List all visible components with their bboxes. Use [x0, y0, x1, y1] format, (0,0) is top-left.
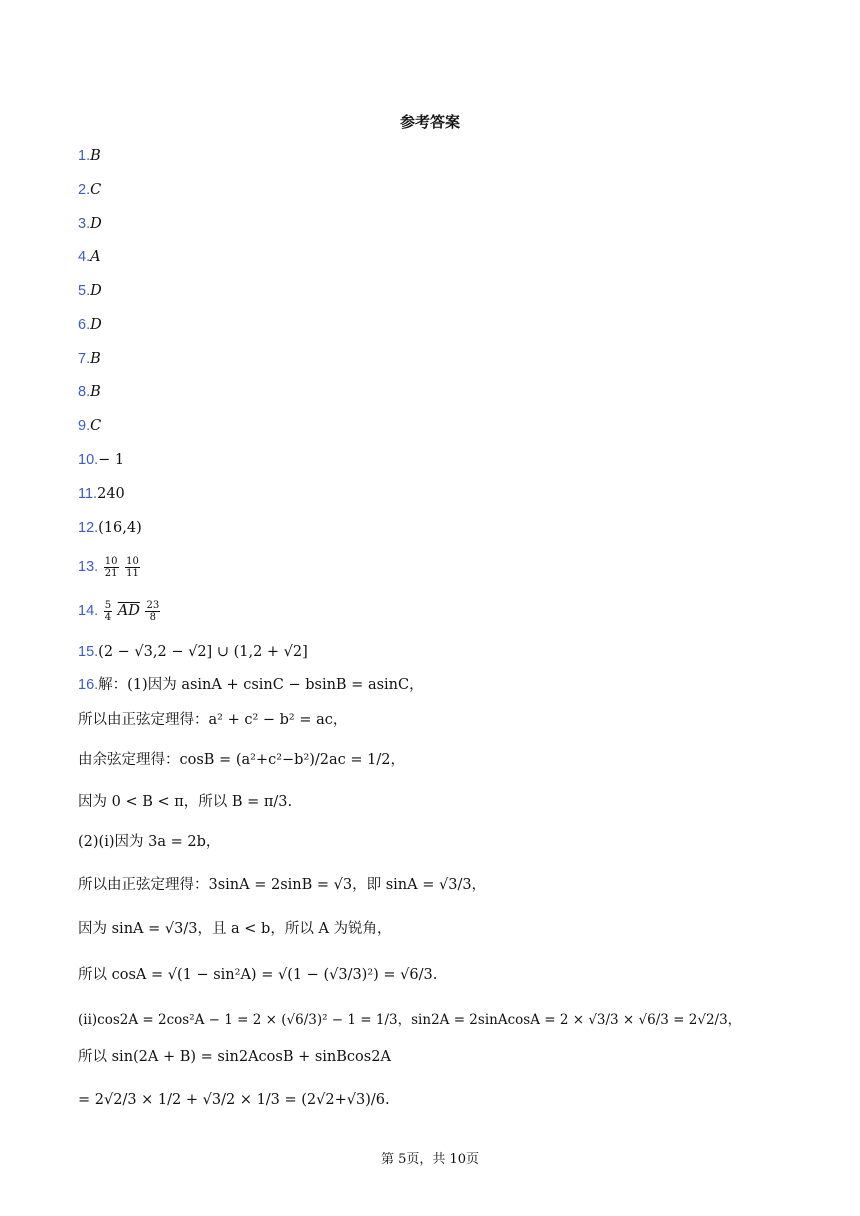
- answer-line: [78, 380, 101, 404]
- answer-line: [78, 516, 142, 540]
- answer-text: 240: [97, 486, 125, 502]
- answer-number: 1.: [78, 148, 91, 164]
- answer-number: 13.: [78, 559, 99, 575]
- answer-text: C: [90, 182, 102, 198]
- solution-line: 所以由正弦定理得：a² + c² − b² = ac，: [78, 712, 348, 728]
- answer-line: [78, 482, 125, 506]
- answer-number: 2.: [78, 182, 91, 198]
- solution-line: = 2√2/3 × 1/2 + √3/2 × 1/3 = (2√2+√3)/6.: [78, 1092, 390, 1108]
- answer-number: 8.: [78, 384, 91, 400]
- solution-line: 所以 cosA = √(1 − sin²A) = √(1 − (√3/3)²) = √6/3.: [78, 967, 438, 983]
- solution-line: 由余弦定理得：cosB = (a²+c²−b²)/2ac = 1/2，: [78, 752, 405, 768]
- answer-line: [78, 178, 101, 202]
- answer-line: [78, 144, 101, 168]
- page-footer: 第 5页，共 10页: [380, 1152, 480, 1167]
- answer-line: [78, 673, 424, 697]
- fraction: $\frac{5}{4}$: [104, 599, 112, 623]
- answer-number: 15.: [78, 644, 99, 660]
- solution-line: 所以 sin(2A + B) = sin2AcosB + sinBcos2A: [78, 1049, 391, 1065]
- answer-number: 3.: [78, 216, 91, 232]
- answer-line: [78, 640, 308, 664]
- answer-line: [78, 313, 102, 337]
- answer-text: D: [90, 317, 102, 333]
- answer-text: B: [90, 148, 101, 164]
- answer-number: 10.: [78, 452, 99, 468]
- answer-number: 12.: [78, 520, 99, 536]
- fraction: $\frac{10}{11}$: [126, 555, 139, 579]
- answer-text: 解：(1)因为 asinA + csinC − bsinB = asinC，: [98, 677, 424, 693]
- answer-number: 4.: [78, 249, 91, 265]
- answer-number: 6.: [78, 317, 91, 333]
- answer-line: [78, 212, 102, 236]
- answer-text: A: [90, 249, 101, 265]
- answer-number: 14.: [78, 603, 99, 619]
- answer-number: 11.: [78, 486, 98, 502]
- solution-line: 因为 0 < B < π，所以 B = π/3.: [78, 794, 293, 810]
- answer-text: D: [90, 216, 102, 232]
- answer-number: 7.: [78, 351, 91, 367]
- answer-number: 9.: [78, 418, 91, 434]
- answer-number: 16.: [78, 677, 99, 693]
- answer-line: [78, 555, 141, 579]
- answer-line: [78, 245, 101, 269]
- answer-line: [78, 448, 124, 472]
- solution-line: 因为 sinA = √3/3，且 a < b，所以 A 为锐角，: [78, 921, 392, 937]
- answer-text: (2 − √3,2 − √2] ∪ (1,2 + √2]: [98, 644, 308, 660]
- solution-line: 所以由正弦定理得：3sinA = 2sinB = √3，即 sinA = √3/3，: [78, 877, 487, 893]
- answer-line: [78, 347, 101, 371]
- answer-text: C: [90, 418, 102, 434]
- answer-text: − 1: [98, 452, 125, 468]
- answer-text: D: [90, 283, 102, 299]
- answer-line: [78, 599, 161, 623]
- solution-line: (ii)cos2A = 2cos²A − 1 = 2 × (√6/3)² − 1 = 1/3，sin2A = 2sinAcosA = 2 × √3/3 × √6/3 = 2√2/3，: [78, 1012, 742, 1028]
- fraction: $\frac{10}{21}$: [104, 555, 118, 579]
- answer-line: [78, 414, 101, 438]
- vector-ad: $\overline{AD}$: [117, 603, 140, 619]
- answer-text: B: [90, 384, 101, 400]
- answer-text: B: [90, 351, 101, 367]
- solution-line: (2)(i)因为 3a = 2b，: [78, 834, 221, 850]
- answer-text: (16,4): [98, 520, 142, 536]
- answer-line: [78, 279, 102, 303]
- answer-number: 5.: [78, 283, 91, 299]
- page-title: 参考答案: [399, 113, 460, 131]
- fraction: $\frac{23}{8}$: [146, 599, 160, 623]
